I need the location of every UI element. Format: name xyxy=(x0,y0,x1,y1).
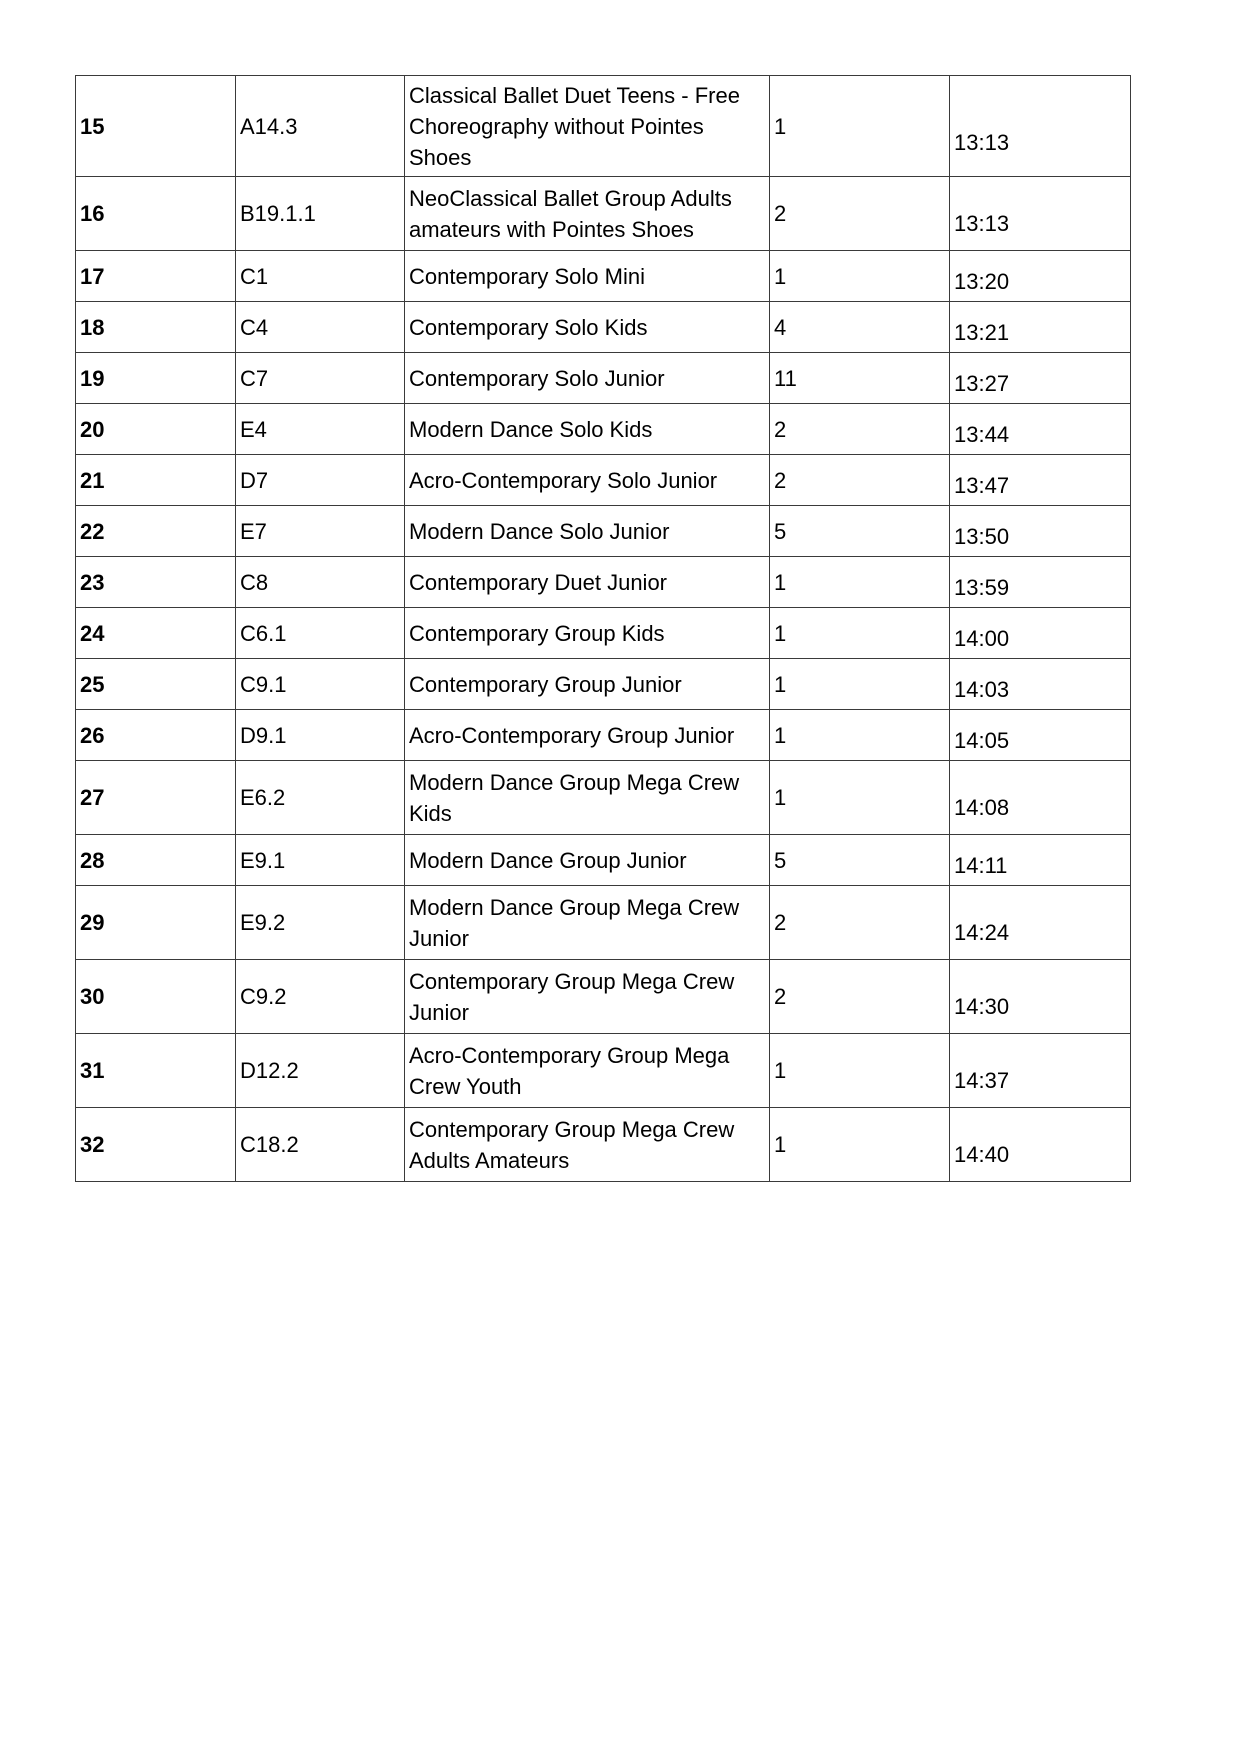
category-code-cell: C9.2 xyxy=(236,960,405,1034)
participant-count-cell: 1 xyxy=(770,761,950,835)
category-name-cell: Contemporary Group Kids xyxy=(405,608,770,659)
category-code-cell: C9.1 xyxy=(236,659,405,710)
start-time-cell: 13:13 xyxy=(950,177,1131,251)
participant-count-cell: 1 xyxy=(770,251,950,302)
table-row xyxy=(76,353,1131,404)
table-row xyxy=(76,1034,1131,1108)
start-time-cell: 14:37 xyxy=(950,1034,1131,1108)
schedule-table xyxy=(75,75,1131,1182)
row-number-cell: 15 xyxy=(76,76,236,177)
category-code-cell: E9.1 xyxy=(236,835,405,886)
start-time-cell: 14:05 xyxy=(950,710,1131,761)
table-row xyxy=(76,1108,1131,1182)
row-number-cell: 23 xyxy=(76,557,236,608)
start-time-cell: 14:24 xyxy=(950,886,1131,960)
category-name-cell: Contemporary Group Mega Crew Junior xyxy=(405,960,770,1034)
start-time-cell: 14:03 xyxy=(950,659,1131,710)
category-code-cell: D7 xyxy=(236,455,405,506)
table-row xyxy=(76,960,1131,1034)
category-name-cell: Modern Dance Group Mega Crew Junior xyxy=(405,886,770,960)
table-row xyxy=(76,710,1131,761)
start-time-cell: 13:59 xyxy=(950,557,1131,608)
participant-count-cell: 1 xyxy=(770,710,950,761)
table-row xyxy=(76,506,1131,557)
schedule-table-body xyxy=(76,76,1131,1182)
participant-count-cell: 1 xyxy=(770,1034,950,1108)
table-row xyxy=(76,177,1131,251)
row-number-cell: 27 xyxy=(76,761,236,835)
row-number-cell: 26 xyxy=(76,710,236,761)
category-code-cell: B19.1.1 xyxy=(236,177,405,251)
category-code-cell: E7 xyxy=(236,506,405,557)
category-name-cell: Modern Dance Solo Kids xyxy=(405,404,770,455)
participant-count-cell: 5 xyxy=(770,506,950,557)
start-time-cell: 13:44 xyxy=(950,404,1131,455)
category-name-cell: Modern Dance Solo Junior xyxy=(405,506,770,557)
category-name-cell: Contemporary Solo Junior xyxy=(405,353,770,404)
table-row xyxy=(76,557,1131,608)
row-number-cell: 31 xyxy=(76,1034,236,1108)
row-number-cell: 18 xyxy=(76,302,236,353)
participant-count-cell: 2 xyxy=(770,177,950,251)
start-time-cell: 13:50 xyxy=(950,506,1131,557)
participant-count-cell: 5 xyxy=(770,835,950,886)
category-name-cell: Acro-Contemporary Group Junior xyxy=(405,710,770,761)
row-number-cell: 28 xyxy=(76,835,236,886)
row-number-cell: 32 xyxy=(76,1108,236,1182)
category-code-cell: C7 xyxy=(236,353,405,404)
row-number-cell: 20 xyxy=(76,404,236,455)
category-name-cell: Contemporary Solo Mini xyxy=(405,251,770,302)
row-number-cell: 30 xyxy=(76,960,236,1034)
category-code-cell: D9.1 xyxy=(236,710,405,761)
table-row xyxy=(76,659,1131,710)
category-code-cell: A14.3 xyxy=(236,76,405,177)
start-time-cell: 13:27 xyxy=(950,353,1131,404)
category-code-cell: C18.2 xyxy=(236,1108,405,1182)
table-row xyxy=(76,404,1131,455)
category-name-cell: Contemporary Solo Kids xyxy=(405,302,770,353)
category-name-cell: NeoClassical Ballet Group Adults amateurs with Pointes Shoes xyxy=(405,177,770,251)
participant-count-cell: 4 xyxy=(770,302,950,353)
category-name-cell: Modern Dance Group Mega Crew Kids xyxy=(405,761,770,835)
start-time-cell: 14:08 xyxy=(950,761,1131,835)
category-code-cell: C1 xyxy=(236,251,405,302)
category-name-cell: Acro-Contemporary Solo Junior xyxy=(405,455,770,506)
row-number-cell: 19 xyxy=(76,353,236,404)
row-number-cell: 22 xyxy=(76,506,236,557)
table-row xyxy=(76,886,1131,960)
row-number-cell: 16 xyxy=(76,177,236,251)
table-row xyxy=(76,76,1131,177)
start-time-cell: 14:00 xyxy=(950,608,1131,659)
participant-count-cell: 1 xyxy=(770,76,950,177)
category-name-cell: Contemporary Group Mega Crew Adults Amateurs xyxy=(405,1108,770,1182)
row-number-cell: 17 xyxy=(76,251,236,302)
participant-count-cell: 1 xyxy=(770,1108,950,1182)
table-row xyxy=(76,455,1131,506)
participant-count-cell: 1 xyxy=(770,557,950,608)
category-name-cell: Contemporary Group Junior xyxy=(405,659,770,710)
participant-count-cell: 11 xyxy=(770,353,950,404)
category-code-cell: D12.2 xyxy=(236,1034,405,1108)
category-code-cell: C6.1 xyxy=(236,608,405,659)
start-time-cell: 13:21 xyxy=(950,302,1131,353)
participant-count-cell: 2 xyxy=(770,960,950,1034)
category-code-cell: C4 xyxy=(236,302,405,353)
table-row xyxy=(76,608,1131,659)
table-row xyxy=(76,835,1131,886)
table-row xyxy=(76,302,1131,353)
start-time-cell: 14:40 xyxy=(950,1108,1131,1182)
start-time-cell: 14:11 xyxy=(950,835,1131,886)
category-code-cell: C8 xyxy=(236,557,405,608)
participant-count-cell: 2 xyxy=(770,455,950,506)
category-code-cell: E9.2 xyxy=(236,886,405,960)
row-number-cell: 24 xyxy=(76,608,236,659)
start-time-cell: 14:30 xyxy=(950,960,1131,1034)
category-code-cell: E6.2 xyxy=(236,761,405,835)
category-name-cell: Acro-Contemporary Group Mega Crew Youth xyxy=(405,1034,770,1108)
row-number-cell: 21 xyxy=(76,455,236,506)
participant-count-cell: 2 xyxy=(770,404,950,455)
row-number-cell: 25 xyxy=(76,659,236,710)
participant-count-cell: 2 xyxy=(770,886,950,960)
category-name-cell: Modern Dance Group Junior xyxy=(405,835,770,886)
participant-count-cell: 1 xyxy=(770,659,950,710)
row-number-cell: 29 xyxy=(76,886,236,960)
category-name-cell: Contemporary Duet Junior xyxy=(405,557,770,608)
start-time-cell: 13:20 xyxy=(950,251,1131,302)
category-name-cell: Classical Ballet Duet Teens - Free Choreography without Pointes Shoes xyxy=(405,76,770,177)
table-row xyxy=(76,251,1131,302)
participant-count-cell: 1 xyxy=(770,608,950,659)
start-time-cell: 13:47 xyxy=(950,455,1131,506)
table-row xyxy=(76,761,1131,835)
category-code-cell: E4 xyxy=(236,404,405,455)
start-time-cell: 13:13 xyxy=(950,76,1131,177)
